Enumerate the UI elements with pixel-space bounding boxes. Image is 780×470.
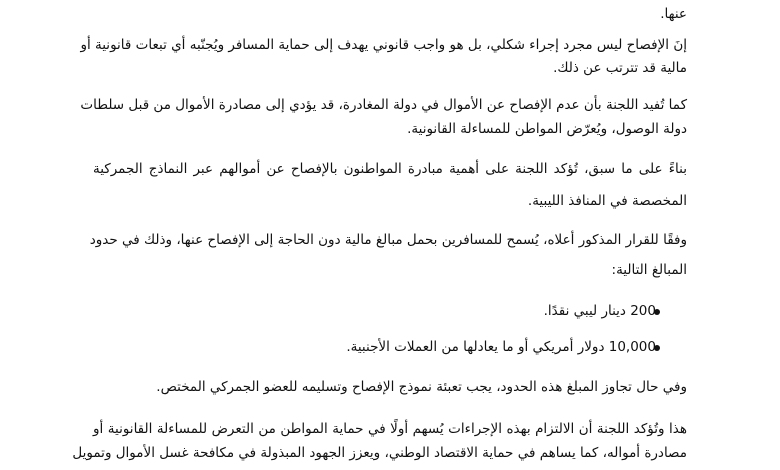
paragraph-line: كما تُفيد اللجنة بأن عدم الإفصاح عن الأموال في دولة المغادرة، قد يؤدي إلى مصادرة الأموال من قبل سلطات <box>80 97 687 113</box>
paragraph-line: المخصصة في المنافذ الليبية. <box>527 193 687 209</box>
paragraph-line: هذا وتُؤكد اللجنة أن الالتزام بهذه الإجراءات يُسهم أولًا في حماية المواطن من التعرض للمساءلة القانونية أو <box>93 421 687 437</box>
paragraph-line: المبالغ التالية: <box>611 262 687 278</box>
paragraph-line: بناءً على ما سبق، تُؤكد اللجنة على أهمية مبادرة المواطنون بالإفصاح عن أموالهم عبر النماذج الجمركية <box>93 161 687 177</box>
paragraph-line: إنَ الإفصاح ليس مجرد إجراء شكلي، بل هو واجب قانوني يهدف إلى حماية المسافر ويُجنّبه أي تبعات قانونية أو <box>80 37 687 53</box>
paragraph-line: وفي حال تجاوز المبلغ هذه الحدود، يجب تعبئة نموذج الإفصاح وتسليمه للعضو الجمركي المختص. <box>156 379 687 395</box>
bullet-item: 10,000 دولار أمريكي أو ما يعادلها من العملات الأجنبية. <box>346 339 656 355</box>
paragraph-line: عنها. <box>660 6 687 22</box>
paragraph-line: مالية قد تترتب عن ذلك. <box>553 60 687 76</box>
bullet-item: 200 دينار ليبي نقدًا. <box>543 303 656 319</box>
paragraph-line: دولة الوصول، ويُعرّض المواطن للمساءلة القانونية. <box>407 121 687 137</box>
paragraph-line: وفقًا للقرار المذكور أعلاه، يُسمح للمسافرين بحمل مبالغ مالية دون الحاجة إلى الإفصاح عنها، وذلك في حدود <box>89 232 687 248</box>
paragraph-line: مصادرة أمواله، كما يساهم في حماية الاقتصاد الوطني، ويعزز الجهود المبذولة في مكافحة غسل الأموال وتمويل <box>72 445 687 461</box>
